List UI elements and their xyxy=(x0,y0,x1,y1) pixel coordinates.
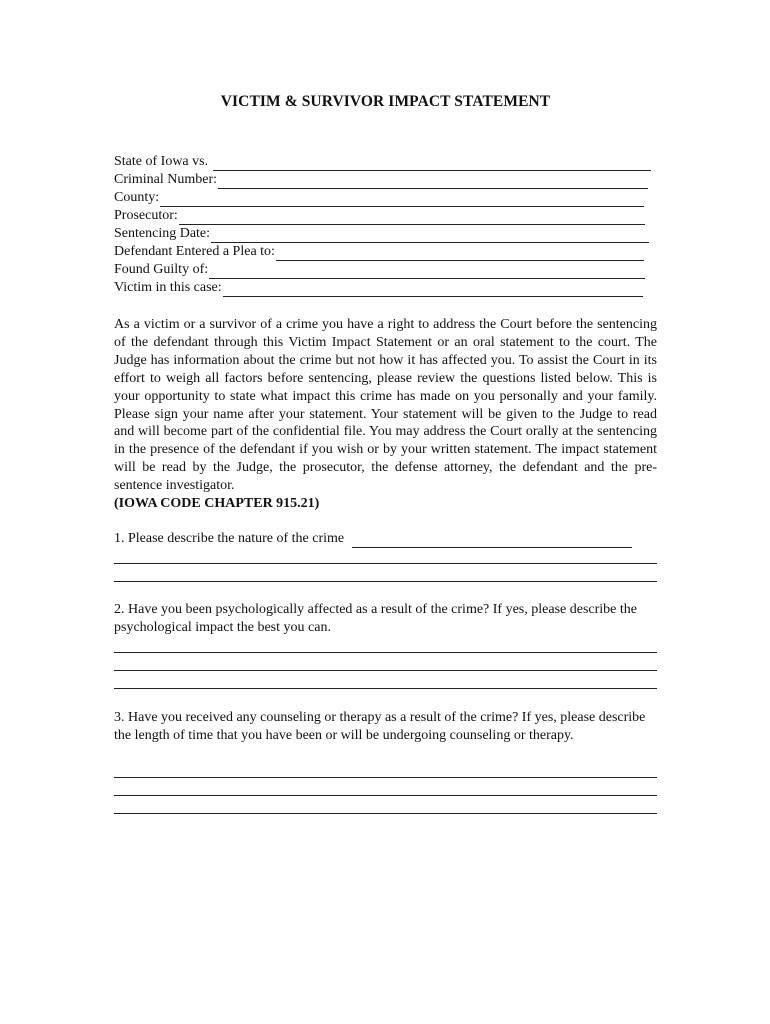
fill-in-line[interactable] xyxy=(218,174,648,189)
answer-line[interactable] xyxy=(114,813,657,814)
answer-line[interactable] xyxy=(114,688,657,689)
field-sentencing-date[interactable] xyxy=(114,225,657,243)
answer-line[interactable] xyxy=(114,652,657,653)
fill-in-line[interactable] xyxy=(276,246,644,261)
field-found-guilty-of[interactable] xyxy=(114,261,657,279)
field-label: Defendant Entered a Plea to: xyxy=(114,244,275,259)
question-3 xyxy=(114,709,657,745)
fill-in-line[interactable] xyxy=(213,156,651,171)
field-label: Prosecutor: xyxy=(114,208,178,223)
field-label: County: xyxy=(114,190,160,205)
fill-in-line[interactable] xyxy=(211,228,649,243)
answer-line[interactable] xyxy=(114,581,657,582)
intro-paragraph xyxy=(114,316,657,513)
iowa-code-citation: (IOWA CODE CHAPTER 915.21) xyxy=(114,496,320,512)
question-1-text: 1. Please describe the nature of the crime xyxy=(114,531,345,546)
fill-in-line[interactable] xyxy=(209,264,645,279)
page-title: VICTIM & SURVIVOR IMPACT STATEMENT xyxy=(220,93,551,110)
fill-in-line[interactable] xyxy=(160,192,644,207)
field-label: Found Guilty of: xyxy=(114,262,209,277)
answer-line[interactable] xyxy=(114,777,657,778)
field-label: Victim in this case: xyxy=(114,280,222,295)
question-2-text: 2. Have you been psychologically affected as a result of the crime? If yes, please describe the psychological impact the best you can. xyxy=(114,602,637,635)
fill-in-line[interactable] xyxy=(179,210,645,225)
field-label: State of Iowa vs. xyxy=(114,154,212,169)
answer-line[interactable] xyxy=(352,533,632,548)
fill-in-line[interactable] xyxy=(223,282,643,297)
field-criminal-number[interactable] xyxy=(114,171,657,189)
answer-line[interactable] xyxy=(114,670,657,671)
field-plea-entered[interactable] xyxy=(114,243,657,261)
field-state-of-iowa-vs[interactable] xyxy=(114,153,657,171)
question-2 xyxy=(114,601,657,637)
answer-line[interactable] xyxy=(114,795,657,796)
field-label: Sentencing Date: xyxy=(114,226,211,241)
answer-line[interactable] xyxy=(114,563,657,564)
field-label: Criminal Number: xyxy=(114,172,218,187)
field-prosecutor[interactable] xyxy=(114,207,657,225)
field-victim-in-case[interactable] xyxy=(114,279,657,297)
case-info-fields xyxy=(114,153,657,297)
field-county[interactable] xyxy=(114,189,657,207)
question-1 xyxy=(114,530,657,548)
question-3-text: 3. Have you received any counseling or therapy as a result of the crime? If yes, please describe the length of time that you have been or will be undergoing counseling or therapy. xyxy=(114,710,646,743)
intro-text: As a victim or a survivor of a crime you have a right to address the Court before the sentencing of the defendant through this Victim Impact Statement or an oral statement to the court. The Judge has information about the crime but not how it has affected you. To assist the Court in its effort to weigh all factors before sentencing, please review the questions listed below. This is your opportunity to state what impact this crime has made on you personally and your family. Please sign your name after your statement. Your statement will be given to the Judge to read and will become part of the confidential file. You may address the Court orally at the sentencing in the presence of the defendant if you wish or by your written statement. The impact statement will be read by the Judge, the prosecutor, the defense attorney, the defendant and the pre-sentence investigator. xyxy=(114,317,657,494)
